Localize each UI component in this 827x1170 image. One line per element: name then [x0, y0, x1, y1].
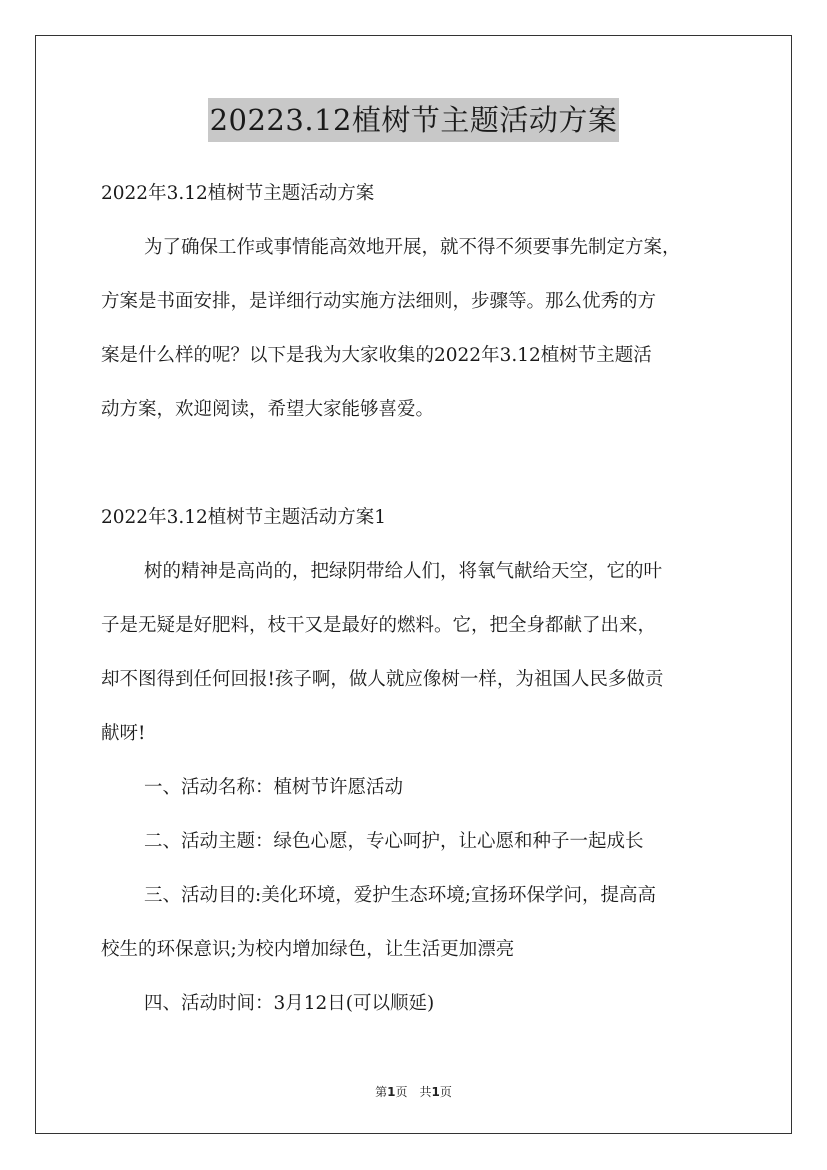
- section-heading-plan-1: 2022年3.12植树节主题活动方案1: [101, 507, 387, 528]
- footer-page-mid: 页 共: [395, 1085, 432, 1099]
- section-heading-intro: 2022年3.12植树节主题活动方案: [101, 183, 375, 204]
- page-footer: [0, 1084, 827, 1100]
- paragraph-line: 却不图得到任何回报!孩子啊，做人就应像树一样，为祖国人民多做贡: [101, 669, 664, 690]
- list-item-activity-name: 一、活动名称：植树节许愿活动: [144, 777, 404, 798]
- list-item-activity-time: 四、活动时间：3月12日(可以顺延): [144, 993, 435, 1014]
- footer-page-suffix: 页: [439, 1085, 452, 1099]
- footer-total-pages: 1: [431, 1085, 440, 1099]
- paragraph-line: 方案是书面安排，是详细行动实施方法细则，步骤等。那么优秀的方: [101, 291, 657, 312]
- footer-page-prefix: 第: [375, 1085, 388, 1099]
- document-title: 20223.12植树节主题活动方案: [208, 98, 620, 142]
- paragraph-line: 子是无疑是好肥料，枝干又是最好的燃料。它，把全身都献了出来，: [101, 615, 657, 636]
- footer-page-number: 1: [387, 1085, 396, 1099]
- paragraph-line: 动方案，欢迎阅读，希望大家能够喜爱。: [101, 399, 435, 420]
- title-container: [0, 98, 827, 142]
- paragraph-line: 为了确保工作或事情能高效地开展，就不得不须要事先制定方案，: [144, 237, 681, 258]
- paragraph-line: 树的精神是高尚的，把绿阴带给人们，将氧气献给天空，它的叶: [144, 561, 663, 582]
- paragraph-line: 献呀!: [101, 723, 146, 744]
- list-item-activity-purpose: 三、活动目的:美化环境，爱护生态环境;宣扬环保学问，提高高: [144, 885, 656, 906]
- list-item-activity-theme: 二、活动主题：绿色心愿，专心呵护，让心愿和种子一起成长: [144, 831, 644, 852]
- paragraph-line: 校生的环保意识;为校内增加绿色，让生活更加漂亮: [101, 939, 515, 960]
- paragraph-line: 案是什么样的呢？以下是我为大家收集的2022年3.12植树节主题活: [101, 345, 652, 366]
